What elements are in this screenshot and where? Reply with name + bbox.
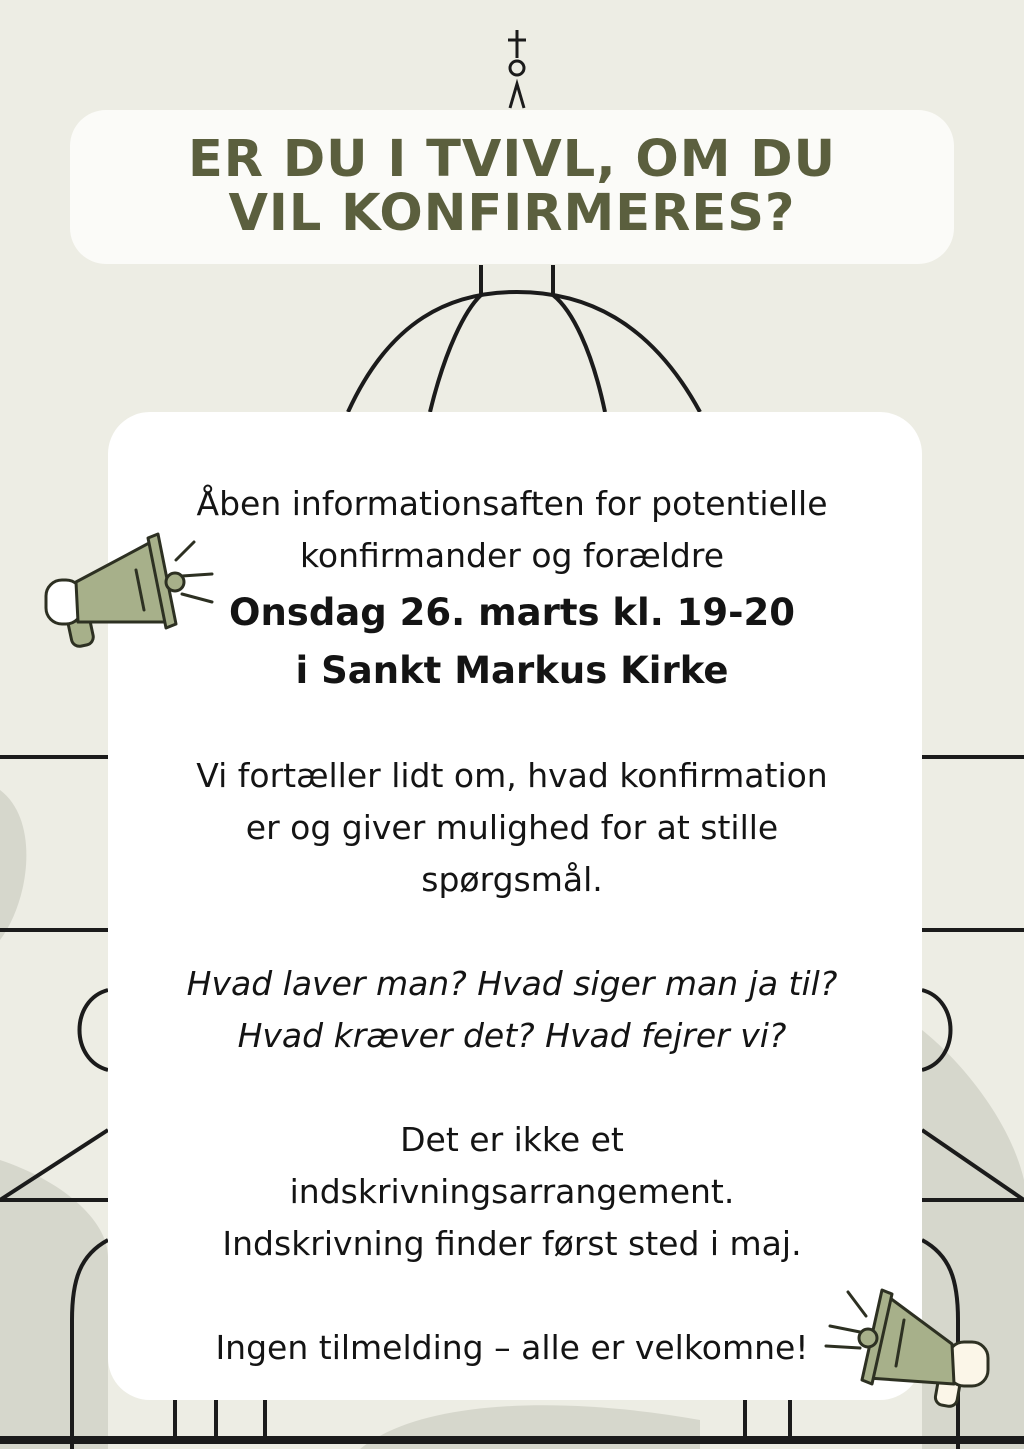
- info-line-1: Åben informationsaften for potentielle: [196, 484, 828, 523]
- note-line-3: Indskrivning finder først sted i maj.: [222, 1224, 802, 1263]
- about-line-2: er og giver mulighed for at stille: [245, 808, 779, 847]
- megaphone-icon: [820, 1286, 1000, 1416]
- closing-text: Ingen tilmelding – alle er velkomne!: [215, 1328, 809, 1367]
- title-banner: [70, 110, 954, 264]
- event-date: Onsdag 26. marts kl. 19-20: [229, 591, 795, 634]
- questions-line-1: Hvad laver man? Hvad siger man ja til?: [186, 964, 838, 1003]
- megaphone-icon: [36, 530, 226, 660]
- about-line-1: Vi fortæller lidt om, hvad konfirmation: [196, 756, 828, 795]
- event-place: i Sankt Markus Kirke: [295, 649, 729, 692]
- about-line-3: spørgsmål.: [421, 860, 603, 899]
- info-line-2: konfirmander og forældre: [299, 536, 725, 575]
- questions-line-2: Hvad kræver det? Hvad fejrer vi?: [237, 1016, 787, 1055]
- title-line-1: ER DU I TVIVL, OM DU: [187, 130, 837, 189]
- note-line-2: indskrivningsarrangement.: [289, 1172, 735, 1211]
- title-line-2: VIL KONFIRMERES?: [228, 184, 796, 243]
- note-line-1: Det er ikke et: [400, 1120, 624, 1159]
